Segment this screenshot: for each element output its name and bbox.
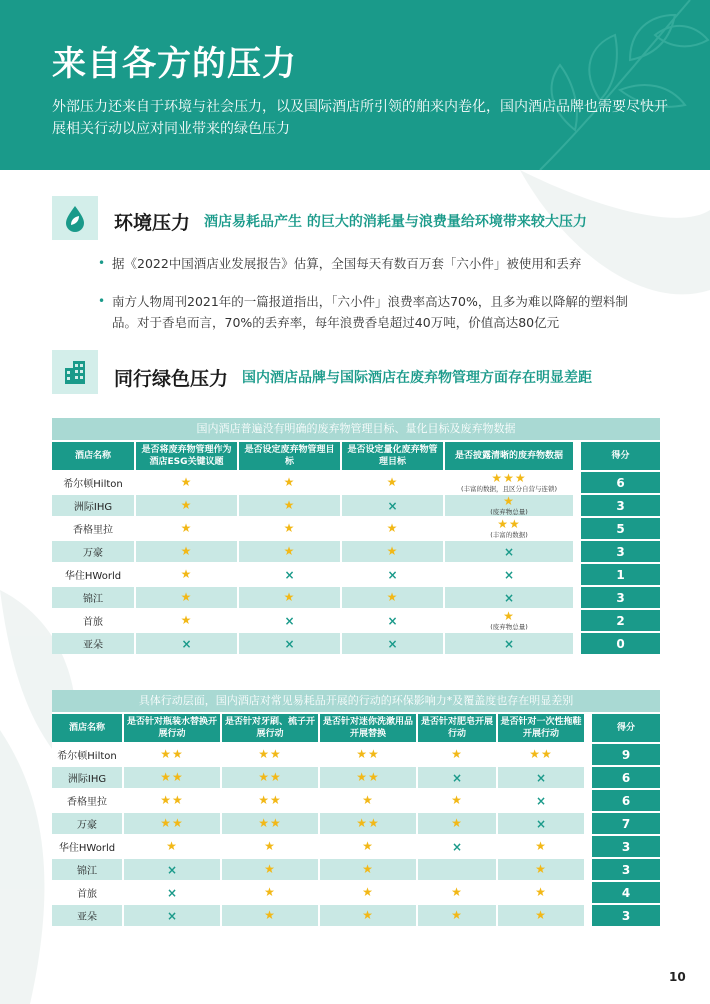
star-rating-icon: ★ xyxy=(180,475,193,489)
table-row xyxy=(52,493,660,516)
star-rating-icon: ★ xyxy=(283,475,296,489)
rating-cell xyxy=(136,470,239,493)
table-header: 酒店名称 xyxy=(52,440,136,470)
table-row xyxy=(52,585,660,608)
hotel-name-cell: 希尔顿Hilton xyxy=(52,470,136,493)
rating-cell xyxy=(342,562,445,585)
table-body xyxy=(52,742,660,926)
cross-icon: × xyxy=(503,567,515,582)
star-rating-icon: ★ xyxy=(180,613,193,627)
star-rating-icon: ★ xyxy=(451,747,463,761)
score-cell: 0 xyxy=(575,631,660,654)
score-cell: 2 xyxy=(575,608,660,631)
rating-cell xyxy=(342,470,445,493)
star-rating-icon: ★★ xyxy=(160,816,184,830)
waste-management-table xyxy=(52,418,660,654)
table-header: 是否将废弃物管理作为酒店ESG关键议题 xyxy=(136,440,239,470)
rating-cell xyxy=(498,834,586,857)
rating-cell xyxy=(239,470,342,493)
star-rating-icon: ★★ xyxy=(258,816,282,830)
table-row xyxy=(52,857,660,880)
rating-cell xyxy=(498,742,586,765)
environment-icon-box xyxy=(52,196,98,240)
table-row xyxy=(52,608,660,631)
table-body xyxy=(52,470,660,654)
star-rating-icon: ★★ xyxy=(258,793,282,807)
cross-icon: × xyxy=(451,770,463,785)
rating-cell xyxy=(320,811,418,834)
cross-icon: × xyxy=(503,590,515,605)
score-cell: 3 xyxy=(586,857,660,880)
hotel-name-cell: 首旅 xyxy=(52,880,124,903)
rating-cell xyxy=(222,765,320,788)
star-rating-icon: ★★ xyxy=(258,770,282,784)
rating-cell xyxy=(498,765,586,788)
cross-icon: × xyxy=(535,816,547,831)
rating-cell xyxy=(124,742,222,765)
rating-cell xyxy=(222,834,320,857)
star-rating-icon: ★ xyxy=(166,839,178,853)
star-rating-icon: ★ xyxy=(386,475,399,489)
star-rating-icon: ★★ xyxy=(356,816,380,830)
section-desc-environment: 酒店易耗品产生 的巨大的消耗量与浪费量给环境带来较大压力 xyxy=(204,214,587,230)
star-rating-icon: ★ xyxy=(180,544,193,558)
hotel-name-cell: 锦江 xyxy=(52,857,124,880)
rating-cell xyxy=(136,562,239,585)
rating-cell xyxy=(320,742,418,765)
star-rating-icon: ★ xyxy=(180,567,193,581)
page-number: 10 xyxy=(669,970,686,984)
hotel-name-cell: 万豪 xyxy=(52,539,136,562)
rating-cell xyxy=(239,562,342,585)
hotel-name-cell: 万豪 xyxy=(52,811,124,834)
building-icon xyxy=(61,358,89,386)
cell-note: (废弃物总量) xyxy=(490,508,528,516)
rating-cell xyxy=(342,631,445,654)
table-row xyxy=(52,765,660,788)
star-rating-icon: ★ xyxy=(362,839,374,853)
table-header: 酒店名称 xyxy=(52,712,124,742)
score-cell: 4 xyxy=(586,880,660,903)
cross-icon: × xyxy=(284,567,295,582)
star-rating-icon: ★★ xyxy=(160,770,184,784)
star-rating-icon: ★ xyxy=(264,839,276,853)
hotel-name-cell: 希尔顿Hilton xyxy=(52,742,124,765)
hotel-name-cell: 亚朵 xyxy=(52,903,124,926)
rating-cell xyxy=(498,903,586,926)
rating-cell xyxy=(320,788,418,811)
rating-cell xyxy=(498,880,586,903)
star-rating-icon: ★ xyxy=(451,885,463,899)
star-rating-icon: ★ xyxy=(180,590,193,604)
table-header: 是否针对迷你洗漱用品开展替换 xyxy=(320,712,418,742)
score-cell: 3 xyxy=(575,539,660,562)
star-rating-icon: ★ xyxy=(264,885,276,899)
star-rating-icon: ★ xyxy=(535,908,547,922)
table-row xyxy=(52,516,660,539)
score-cell: 3 xyxy=(575,585,660,608)
rating-cell xyxy=(445,539,575,562)
table-row xyxy=(52,834,660,857)
star-rating-icon: ★ xyxy=(362,885,374,899)
rating-cell xyxy=(136,493,239,516)
score-cell: 3 xyxy=(586,903,660,926)
star-rating-icon: ★ xyxy=(503,494,515,508)
rating-cell xyxy=(124,857,222,880)
bullet-item: • 据《2022中国酒店业发展报告》估算，全国每天有数百万套「六小件」被使用和丢弃 xyxy=(98,256,582,271)
rating-cell xyxy=(239,539,342,562)
rating-cell xyxy=(124,788,222,811)
peer-icon-box xyxy=(52,350,98,394)
page-subtitle: 外部压力还来自于环境与社会压力，以及国际酒店所引领的舶来内卷化，国内酒店品牌也需要尽快开展相关行动以应对同业带来的绿色压力 xyxy=(52,99,668,137)
hotel-name-cell: 华住HWorld xyxy=(52,562,136,585)
cell-note: (废弃物总量) xyxy=(490,623,528,631)
rating-cell xyxy=(239,608,342,631)
star-rating-icon: ★ xyxy=(283,590,296,604)
star-rating-icon: ★ xyxy=(264,862,276,876)
rating-cell xyxy=(222,811,320,834)
cell-note: (丰富的数据，且区分自营与连锁) xyxy=(460,485,558,493)
table-row xyxy=(52,788,660,811)
hotel-name-cell: 香格里拉 xyxy=(52,788,124,811)
leaf-decoration-icon xyxy=(480,0,710,170)
rating-cell xyxy=(136,608,239,631)
score-cell: 7 xyxy=(586,811,660,834)
rating-cell xyxy=(239,631,342,654)
cross-icon: × xyxy=(503,636,515,651)
table-caption: 具体行动层面，国内酒店对常见易耗品开展的行动的环保影响力*及覆盖度也存在明显差别 xyxy=(52,690,660,712)
score-cell: 6 xyxy=(575,470,660,493)
page-title: 来自各方的压力 xyxy=(52,44,297,84)
rating-cell xyxy=(320,834,418,857)
rating-cell xyxy=(418,880,498,903)
rating-cell xyxy=(418,903,498,926)
star-rating-icon: ★ xyxy=(386,544,399,558)
score-cell: 5 xyxy=(575,516,660,539)
hotel-name-cell: 华住HWorld xyxy=(52,834,124,857)
table-row xyxy=(52,903,660,926)
star-rating-icon: ★ xyxy=(283,521,296,535)
rating-cell xyxy=(342,493,445,516)
star-rating-icon: ★ xyxy=(503,609,515,623)
cross-icon: × xyxy=(284,613,295,628)
star-rating-icon: ★ xyxy=(451,908,463,922)
rating-cell xyxy=(124,811,222,834)
rating-cell xyxy=(445,608,575,631)
rating-cell xyxy=(342,608,445,631)
star-rating-icon: ★ xyxy=(264,908,276,922)
hotel-name-cell: 亚朵 xyxy=(52,631,136,654)
hotel-name-cell: 洲际IHG xyxy=(52,765,124,788)
table-header: 是否设定废弃物管理目标 xyxy=(239,440,342,470)
table-header: 是否针对牙刷、梳子开展行动 xyxy=(222,712,320,742)
score-cell: 9 xyxy=(586,742,660,765)
rating-cell xyxy=(498,857,586,880)
hotel-name-cell: 锦江 xyxy=(52,585,136,608)
header-banner xyxy=(0,0,710,170)
section-title-peer: 同行绿色压力 xyxy=(114,368,229,390)
rating-cell xyxy=(124,834,222,857)
hotel-name-cell: 洲际IHG xyxy=(52,493,136,516)
rating-cell xyxy=(445,493,575,516)
table-header: 是否设定量化废弃物管理目标 xyxy=(342,440,445,470)
leaf-drop-icon xyxy=(61,204,89,232)
table-header: 得分 xyxy=(575,440,660,470)
cross-icon: × xyxy=(451,839,463,854)
rating-cell xyxy=(342,516,445,539)
star-rating-icon: ★ xyxy=(535,885,547,899)
section-title-environment: 环境压力 xyxy=(114,212,191,234)
rating-cell xyxy=(222,857,320,880)
star-rating-icon: ★★ xyxy=(356,747,380,761)
table-header: 是否披露清晰的废弃物数据 xyxy=(445,440,575,470)
table-row xyxy=(52,631,660,654)
score-cell: 3 xyxy=(575,493,660,516)
hotel-name-cell: 香格里拉 xyxy=(52,516,136,539)
table-header: 是否针对肥皂开展行动 xyxy=(418,712,498,742)
star-rating-icon: ★ xyxy=(362,908,374,922)
star-rating-icon: ★★ xyxy=(497,517,521,531)
rating-cell xyxy=(124,880,222,903)
star-rating-icon: ★ xyxy=(535,862,547,876)
star-rating-icon: ★ xyxy=(180,498,193,512)
rating-cell xyxy=(222,903,320,926)
rating-cell xyxy=(222,788,320,811)
star-rating-icon: ★★ xyxy=(529,747,553,761)
cross-icon: × xyxy=(166,862,178,877)
star-rating-icon: ★★ xyxy=(258,747,282,761)
rating-cell xyxy=(418,742,498,765)
rating-cell xyxy=(320,903,418,926)
cross-icon: × xyxy=(166,908,178,923)
star-rating-icon: ★ xyxy=(386,590,399,604)
cross-icon: × xyxy=(535,793,547,808)
star-rating-icon: ★ xyxy=(362,862,374,876)
star-rating-icon: ★ xyxy=(180,521,193,535)
cross-icon: × xyxy=(535,770,547,785)
star-rating-icon: ★ xyxy=(362,793,374,807)
rating-cell xyxy=(124,765,222,788)
rating-cell xyxy=(239,493,342,516)
star-rating-icon: ★ xyxy=(535,839,547,853)
rating-cell xyxy=(320,880,418,903)
table-row xyxy=(52,811,660,834)
table-row xyxy=(52,539,660,562)
cross-icon: × xyxy=(387,636,398,651)
table-header: 得分 xyxy=(586,712,660,742)
star-rating-icon: ★★ xyxy=(356,770,380,784)
rating-cell xyxy=(320,765,418,788)
rating-cell xyxy=(445,562,575,585)
rating-cell xyxy=(418,788,498,811)
cross-icon: × xyxy=(166,885,178,900)
rating-cell xyxy=(342,585,445,608)
table-caption: 国内酒店普遍没有明确的废弃物管理目标、量化目标及废弃物数据 xyxy=(52,418,660,440)
rating-cell xyxy=(239,516,342,539)
star-rating-icon: ★ xyxy=(451,793,463,807)
rating-cell xyxy=(342,539,445,562)
cross-icon: × xyxy=(503,544,515,559)
cell-note: (丰富的数据) xyxy=(490,531,528,539)
section-desc-peer: 国内酒店品牌与国际酒店在废弃物管理方面存在明显差距 xyxy=(242,370,592,386)
star-rating-icon: ★ xyxy=(386,521,399,535)
score-cell: 6 xyxy=(586,765,660,788)
rating-cell xyxy=(222,742,320,765)
star-rating-icon: ★★ xyxy=(160,793,184,807)
cross-icon: × xyxy=(387,567,398,582)
star-rating-icon: ★ xyxy=(451,816,463,830)
table-header: 是否针对瓶装水替换开展行动 xyxy=(124,712,222,742)
rating-cell xyxy=(136,631,239,654)
table-row xyxy=(52,742,660,765)
rating-cell xyxy=(418,857,498,880)
rating-cell xyxy=(445,631,575,654)
cross-icon: × xyxy=(387,498,398,513)
table-row xyxy=(52,470,660,493)
table-row xyxy=(52,880,660,903)
rating-cell xyxy=(239,585,342,608)
rating-cell xyxy=(222,880,320,903)
cross-icon: × xyxy=(181,636,192,651)
table-header: 是否针对一次性拖鞋开展行动 xyxy=(498,712,586,742)
cross-icon: × xyxy=(387,613,398,628)
cross-icon: × xyxy=(284,636,295,651)
rating-cell xyxy=(445,585,575,608)
rating-cell xyxy=(418,834,498,857)
star-rating-icon: ★★ xyxy=(160,747,184,761)
score-cell: 6 xyxy=(586,788,660,811)
rating-cell xyxy=(136,516,239,539)
rating-cell xyxy=(320,857,418,880)
hotel-name-cell: 首旅 xyxy=(52,608,136,631)
rating-cell xyxy=(418,811,498,834)
rating-cell xyxy=(136,539,239,562)
rating-cell xyxy=(498,811,586,834)
rating-cell xyxy=(124,903,222,926)
score-cell: 3 xyxy=(586,834,660,857)
star-rating-icon: ★★★ xyxy=(491,471,527,485)
rating-cell xyxy=(136,585,239,608)
rating-cell xyxy=(498,788,586,811)
bullet-item: • 南方人物周刊2021年的一篇报道指出，「六小件」浪费率高达70%，且多为难以降解的塑料制品。对于香皂而言，70%的丢弃率，每年浪费香皂超过40万吨，价值高达80亿元 xyxy=(98,294,628,330)
rating-cell xyxy=(418,765,498,788)
consumables-action-table xyxy=(52,690,660,926)
star-rating-icon: ★ xyxy=(283,498,296,512)
rating-cell xyxy=(445,516,575,539)
star-rating-icon: ★ xyxy=(283,544,296,558)
table-row xyxy=(52,562,660,585)
score-cell: 1 xyxy=(575,562,660,585)
rating-cell xyxy=(445,470,575,493)
